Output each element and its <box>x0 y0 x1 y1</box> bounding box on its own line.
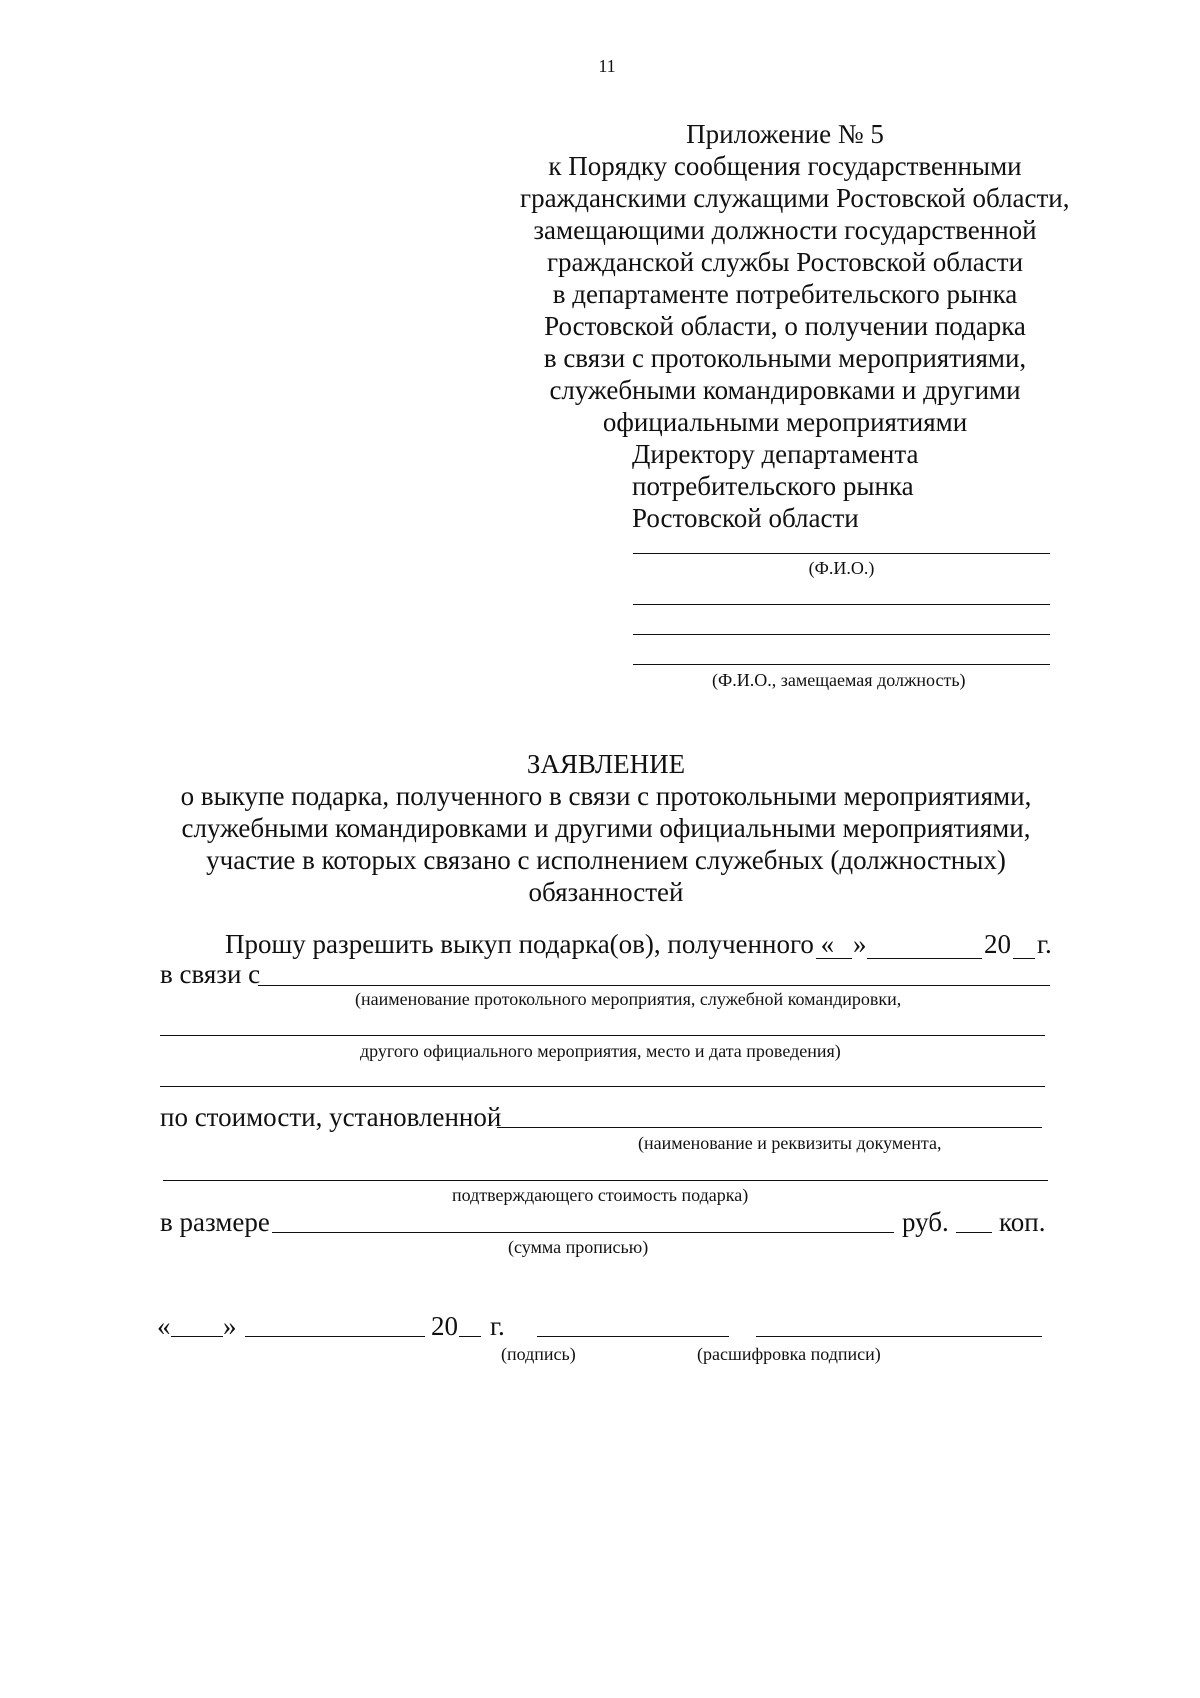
sign-month-field[interactable] <box>245 1336 425 1337</box>
signature-field[interactable] <box>537 1336 729 1337</box>
amount-sum-field[interactable] <box>272 1232 894 1233</box>
applicant-field-line-3[interactable] <box>633 664 1050 665</box>
event-caption-1: (наименование протокольного мероприятия, служебной командировки, <box>355 989 902 1009</box>
in-connection-label: в связи с <box>160 959 261 989</box>
statement-subtitle <box>0 780 1200 908</box>
event-caption-2: другого официального мероприятия, место и дата проведения) <box>360 1041 841 1061</box>
addressee-line: Ростовской области <box>632 503 859 533</box>
appendix-line: служебными командировками и другими <box>549 375 1021 405</box>
event-field-line-3[interactable] <box>160 1086 1045 1087</box>
cost-document-field-2[interactable] <box>163 1180 1048 1181</box>
subtitle-line: участие в которых связано с исполнением служебных (должностных) <box>206 845 1006 875</box>
request-quote-close: » <box>853 929 867 959</box>
applicant-field-line-1[interactable] <box>633 604 1050 605</box>
sign-quote-close: » <box>223 1311 237 1341</box>
appendix-line: Ростовской области, о получении подарка <box>544 311 1026 341</box>
fio-position-caption: (Ф.И.О., замещаемая должность) <box>712 670 966 690</box>
request-day-field[interactable] <box>816 958 852 959</box>
addressee-line: потребительского рынка <box>632 471 914 501</box>
page-number: 11 <box>598 56 616 76</box>
decoding-caption: (расшифровка подписи) <box>697 1344 881 1364</box>
sign-quote-open: « <box>157 1311 171 1341</box>
appendix-line: гражданскими служащими Ростовской области, <box>520 183 1070 213</box>
request-year-suffix: г. <box>1037 929 1052 959</box>
applicant-field-line-2[interactable] <box>633 634 1050 635</box>
cost-label: по стоимости, установленной <box>160 1102 502 1132</box>
event-field-line-1[interactable] <box>258 985 1050 986</box>
request-text: Прошу разрешить выкуп подарка(ов), полученного « <box>225 929 835 959</box>
fio-field-line[interactable] <box>633 553 1050 554</box>
event-field-line-2[interactable] <box>160 1035 1045 1036</box>
request-month-field[interactable] <box>867 958 982 959</box>
sign-year-suffix: г. <box>490 1311 505 1341</box>
appendix-line: в департаменте потребительского рынка <box>552 279 1018 309</box>
subtitle-line: служебными командировками и другими официальными мероприятиями, <box>181 813 1031 843</box>
sign-day-field[interactable] <box>171 1336 223 1337</box>
sign-year-prefix: 20 <box>431 1311 458 1341</box>
appendix-line: Приложение № 5 <box>686 119 884 149</box>
appendix-line: замещающими должности государственной <box>533 215 1037 245</box>
appendix-line: официальными мероприятиями <box>602 407 968 437</box>
rub-label: руб. <box>902 1207 949 1237</box>
sum-caption: (сумма прописью) <box>508 1237 649 1257</box>
sign-year-field[interactable] <box>459 1336 481 1337</box>
subtitle-line: о выкупе подарка, полученного в связи с протокольными мероприятиями, <box>180 781 1032 811</box>
appendix-line: к Порядку сообщения государственными <box>548 151 1022 181</box>
addressee-line: Директору департамента <box>632 439 919 469</box>
signature-caption: (подпись) <box>501 1344 576 1364</box>
kop-field[interactable] <box>956 1232 992 1233</box>
request-year-prefix: 20 <box>984 929 1011 959</box>
addressee-block <box>632 438 919 534</box>
document-caption-1: (наименование и реквизиты документа, <box>638 1133 942 1153</box>
request-year-field[interactable] <box>1013 958 1035 959</box>
fio-caption: (Ф.И.О.) <box>808 558 875 578</box>
appendix-line: в связи с протокольными мероприятиями, <box>543 343 1027 373</box>
cost-document-field[interactable] <box>497 1127 1042 1128</box>
signature-decoding-field[interactable] <box>756 1336 1042 1337</box>
kop-label: коп. <box>999 1207 1046 1237</box>
appendix-line: гражданской службы Ростовской области <box>546 247 1024 277</box>
appendix-block <box>520 118 1070 438</box>
document-caption-2: подтверждающего стоимость подарка) <box>452 1185 749 1205</box>
subtitle-line: обязанностей <box>528 877 684 907</box>
amount-label: в размере <box>160 1207 270 1237</box>
statement-title: ЗАЯВЛЕНИЕ <box>526 749 686 779</box>
